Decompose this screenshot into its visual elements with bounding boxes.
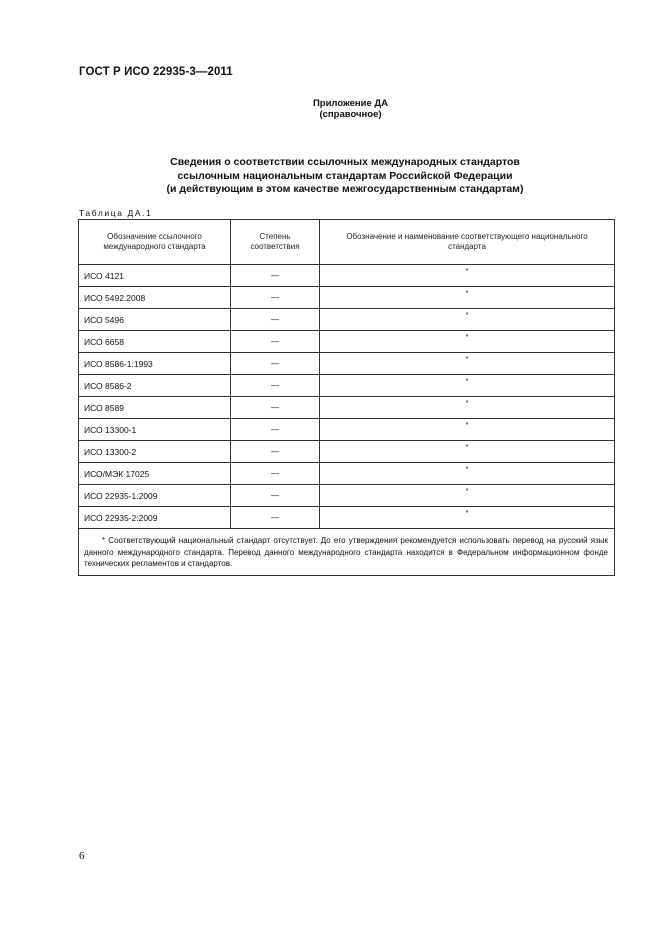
annex-title: Приложение ДА — [312, 98, 389, 109]
header-text: международного стандарта — [103, 242, 206, 251]
table-header-row — [79, 220, 615, 265]
cell-standard: ИСО 13300-1 — [79, 419, 231, 441]
heading-line: ссылочным национальным стандартам Российской Федерации — [177, 169, 513, 182]
cell-national: * — [320, 309, 615, 331]
table-row — [79, 485, 615, 507]
header-international-standard — [79, 220, 231, 265]
section-heading — [120, 156, 570, 197]
cell-standard: ИСО 5492.2008 — [79, 287, 231, 309]
cell-national: * — [320, 287, 615, 309]
cell-degree: — — [231, 265, 320, 287]
header-text: соответствия — [250, 242, 300, 251]
cell-degree: — — [231, 397, 320, 419]
cell-national: * — [320, 353, 615, 375]
cell-standard: ИСО 4121 — [79, 265, 231, 287]
cell-standard: ИСО 8589 — [79, 397, 231, 419]
cell-national: * — [320, 331, 615, 353]
table-row — [79, 331, 615, 353]
annex-subtitle: (справочное) — [319, 109, 382, 120]
cell-degree: — — [231, 309, 320, 331]
table-row — [79, 463, 615, 485]
heading-line: (и действующим в этом качестве межгосударственным стандартам) — [166, 183, 524, 195]
table-label: Таблица ДА.1 — [79, 208, 153, 218]
table-row — [79, 397, 615, 419]
correspondence-table — [78, 219, 615, 576]
header-text: Обозначение ссылочного — [107, 232, 202, 241]
cell-standard: ИСО 8586-1:1993 — [79, 353, 231, 375]
table-row — [79, 353, 615, 375]
cell-degree: — — [231, 507, 320, 529]
cell-standard: ИСО 22935-2:2009 — [79, 507, 231, 529]
table-row — [79, 287, 615, 309]
cell-national: * — [320, 375, 615, 397]
cell-degree: — — [231, 419, 320, 441]
cell-degree: — — [231, 485, 320, 507]
header-degree — [231, 220, 320, 265]
cell-degree: — — [231, 463, 320, 485]
cell-national: * — [320, 419, 615, 441]
cell-degree: — — [231, 353, 320, 375]
table-footnote: * Соответствующий национальный стандарт отсутствует. До его утверждения рекомендуется использовать перевод на русский язык данного международного стандарта. Перевод данного международного стандарта находится в Федеральном информационном фонде технических регламентов и стандартов. — [79, 529, 615, 576]
page-number: 6 — [79, 850, 85, 862]
cell-national: * — [320, 507, 615, 529]
cell-national: * — [320, 463, 615, 485]
table-row — [79, 441, 615, 463]
cell-national: * — [320, 485, 615, 507]
cell-degree: — — [231, 287, 320, 309]
table-row — [79, 375, 615, 397]
cell-national: * — [320, 265, 615, 287]
cell-national: * — [320, 441, 615, 463]
cell-standard: ИСО 5496 — [79, 309, 231, 331]
cell-degree: — — [231, 375, 320, 397]
cell-standard: ИСО 8586-2 — [79, 375, 231, 397]
table-row — [79, 507, 615, 529]
cell-degree: — — [231, 441, 320, 463]
table-row — [79, 309, 615, 331]
header-text: Степень — [259, 232, 291, 241]
header-text: стандарта — [448, 242, 486, 251]
table-row — [79, 265, 615, 287]
heading-line: Сведения о соответствии ссылочных международных стандартов — [170, 156, 520, 168]
annex-block — [0, 98, 661, 120]
header-text: Обозначение и наименование соответствующего национального — [346, 232, 588, 241]
cell-standard: ИСО 6658 — [79, 331, 231, 353]
header-national-standard — [320, 220, 615, 265]
cell-degree: — — [231, 331, 320, 353]
cell-standard: ИСО 13300-2 — [79, 441, 231, 463]
table-footnote-row — [79, 529, 615, 576]
cell-standard: ИСО 22935-1:2009 — [79, 485, 231, 507]
cell-national: * — [320, 397, 615, 419]
document-code: ГОСТ Р ИСО 22935-3—2011 — [79, 66, 233, 78]
table-row — [79, 419, 615, 441]
cell-standard: ИСО/МЭК 17025 — [79, 463, 231, 485]
